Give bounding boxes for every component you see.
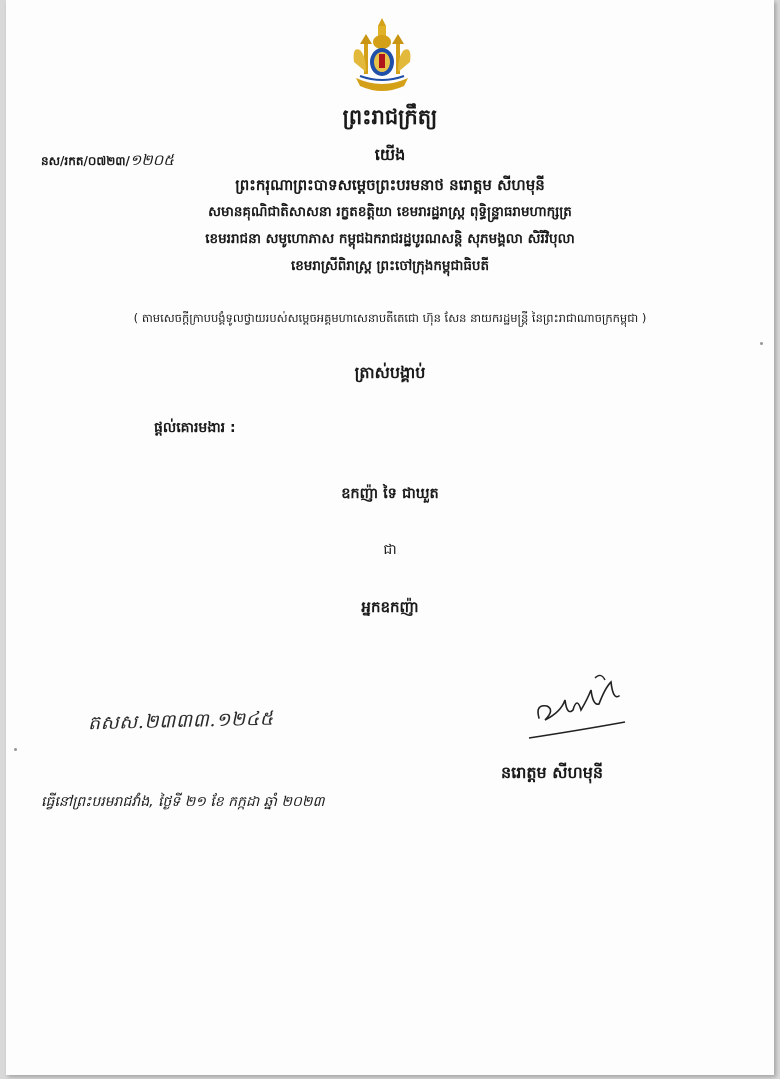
document-title: ព្រះរាជក្រឹត្យ [342,105,438,129]
honorary-title: អ្នកឧកញ៉ា [361,598,419,616]
proposal-note: ( តាមសេចក្តីក្រាបបង្គំទូលថ្វាយរបស់សម្តេចអគ្គមហាសេនាបតីតេជោ ហ៊ុន សែន នាយករដ្ឋមន្ត្រី នៃព្រះរាជាណាចក្រកម្ពុជា ) [133,311,647,325]
reference-handwritten-number: ១២០៥ [129,151,174,169]
decree-heading: ត្រាស់បង្គាប់ [354,363,426,382]
king-title-line-1: ព្រះករុណាព្រះបាទសម្តេចព្រះបរមនាថ នរោត្តម សីហមុនី [235,176,545,194]
reference-prefix: នស/រកត/០៧២៣/ [41,154,130,168]
royal-signature [521,660,641,750]
decree-page [6,0,774,1075]
king-title-line-4: ខេមរាស្រីពិរាស្ត្រ ព្រះចៅក្រុងកម្ពុជាធិបតី [290,258,490,274]
conjunction-text: ជា [383,542,397,558]
grant-label: ផ្តល់គោរមងារ : [154,420,236,436]
royal-emblem-icon [346,16,418,96]
paper-speck [760,342,763,345]
handwritten-date: តសស.២៣៣៣.១២៤៥ [87,707,274,735]
king-title-line-3: ខេមររាជនា សមូហោភាស កម្ពុជឯករាជរដ្ឋបូរណសន្តិ សុភមង្គលា សិរីវិបុលា [205,231,575,247]
place-and-date: ធ្វើនៅព្រះបរមរាជវាំង, ថ្ងៃទី ២១ ខែ កក្កដា ឆ្នាំ ២០២៣ [41,794,325,810]
heading-we: យើង [374,145,406,164]
paper-speck [14,748,17,751]
signatory-name: នរោត្តម សីហមុនី [501,763,604,782]
recipient-name: ឧកញ៉ា ទៃ ជាឃួត [341,486,439,502]
king-title-line-2: សមានគុណិជាតិសាសនា រក្ខតខត្តិយា ខេមរារដ្ឋរាស្ត្រ ពុទ្ធិន្ទ្រាធរាមហាក្សត្រ [208,204,572,220]
